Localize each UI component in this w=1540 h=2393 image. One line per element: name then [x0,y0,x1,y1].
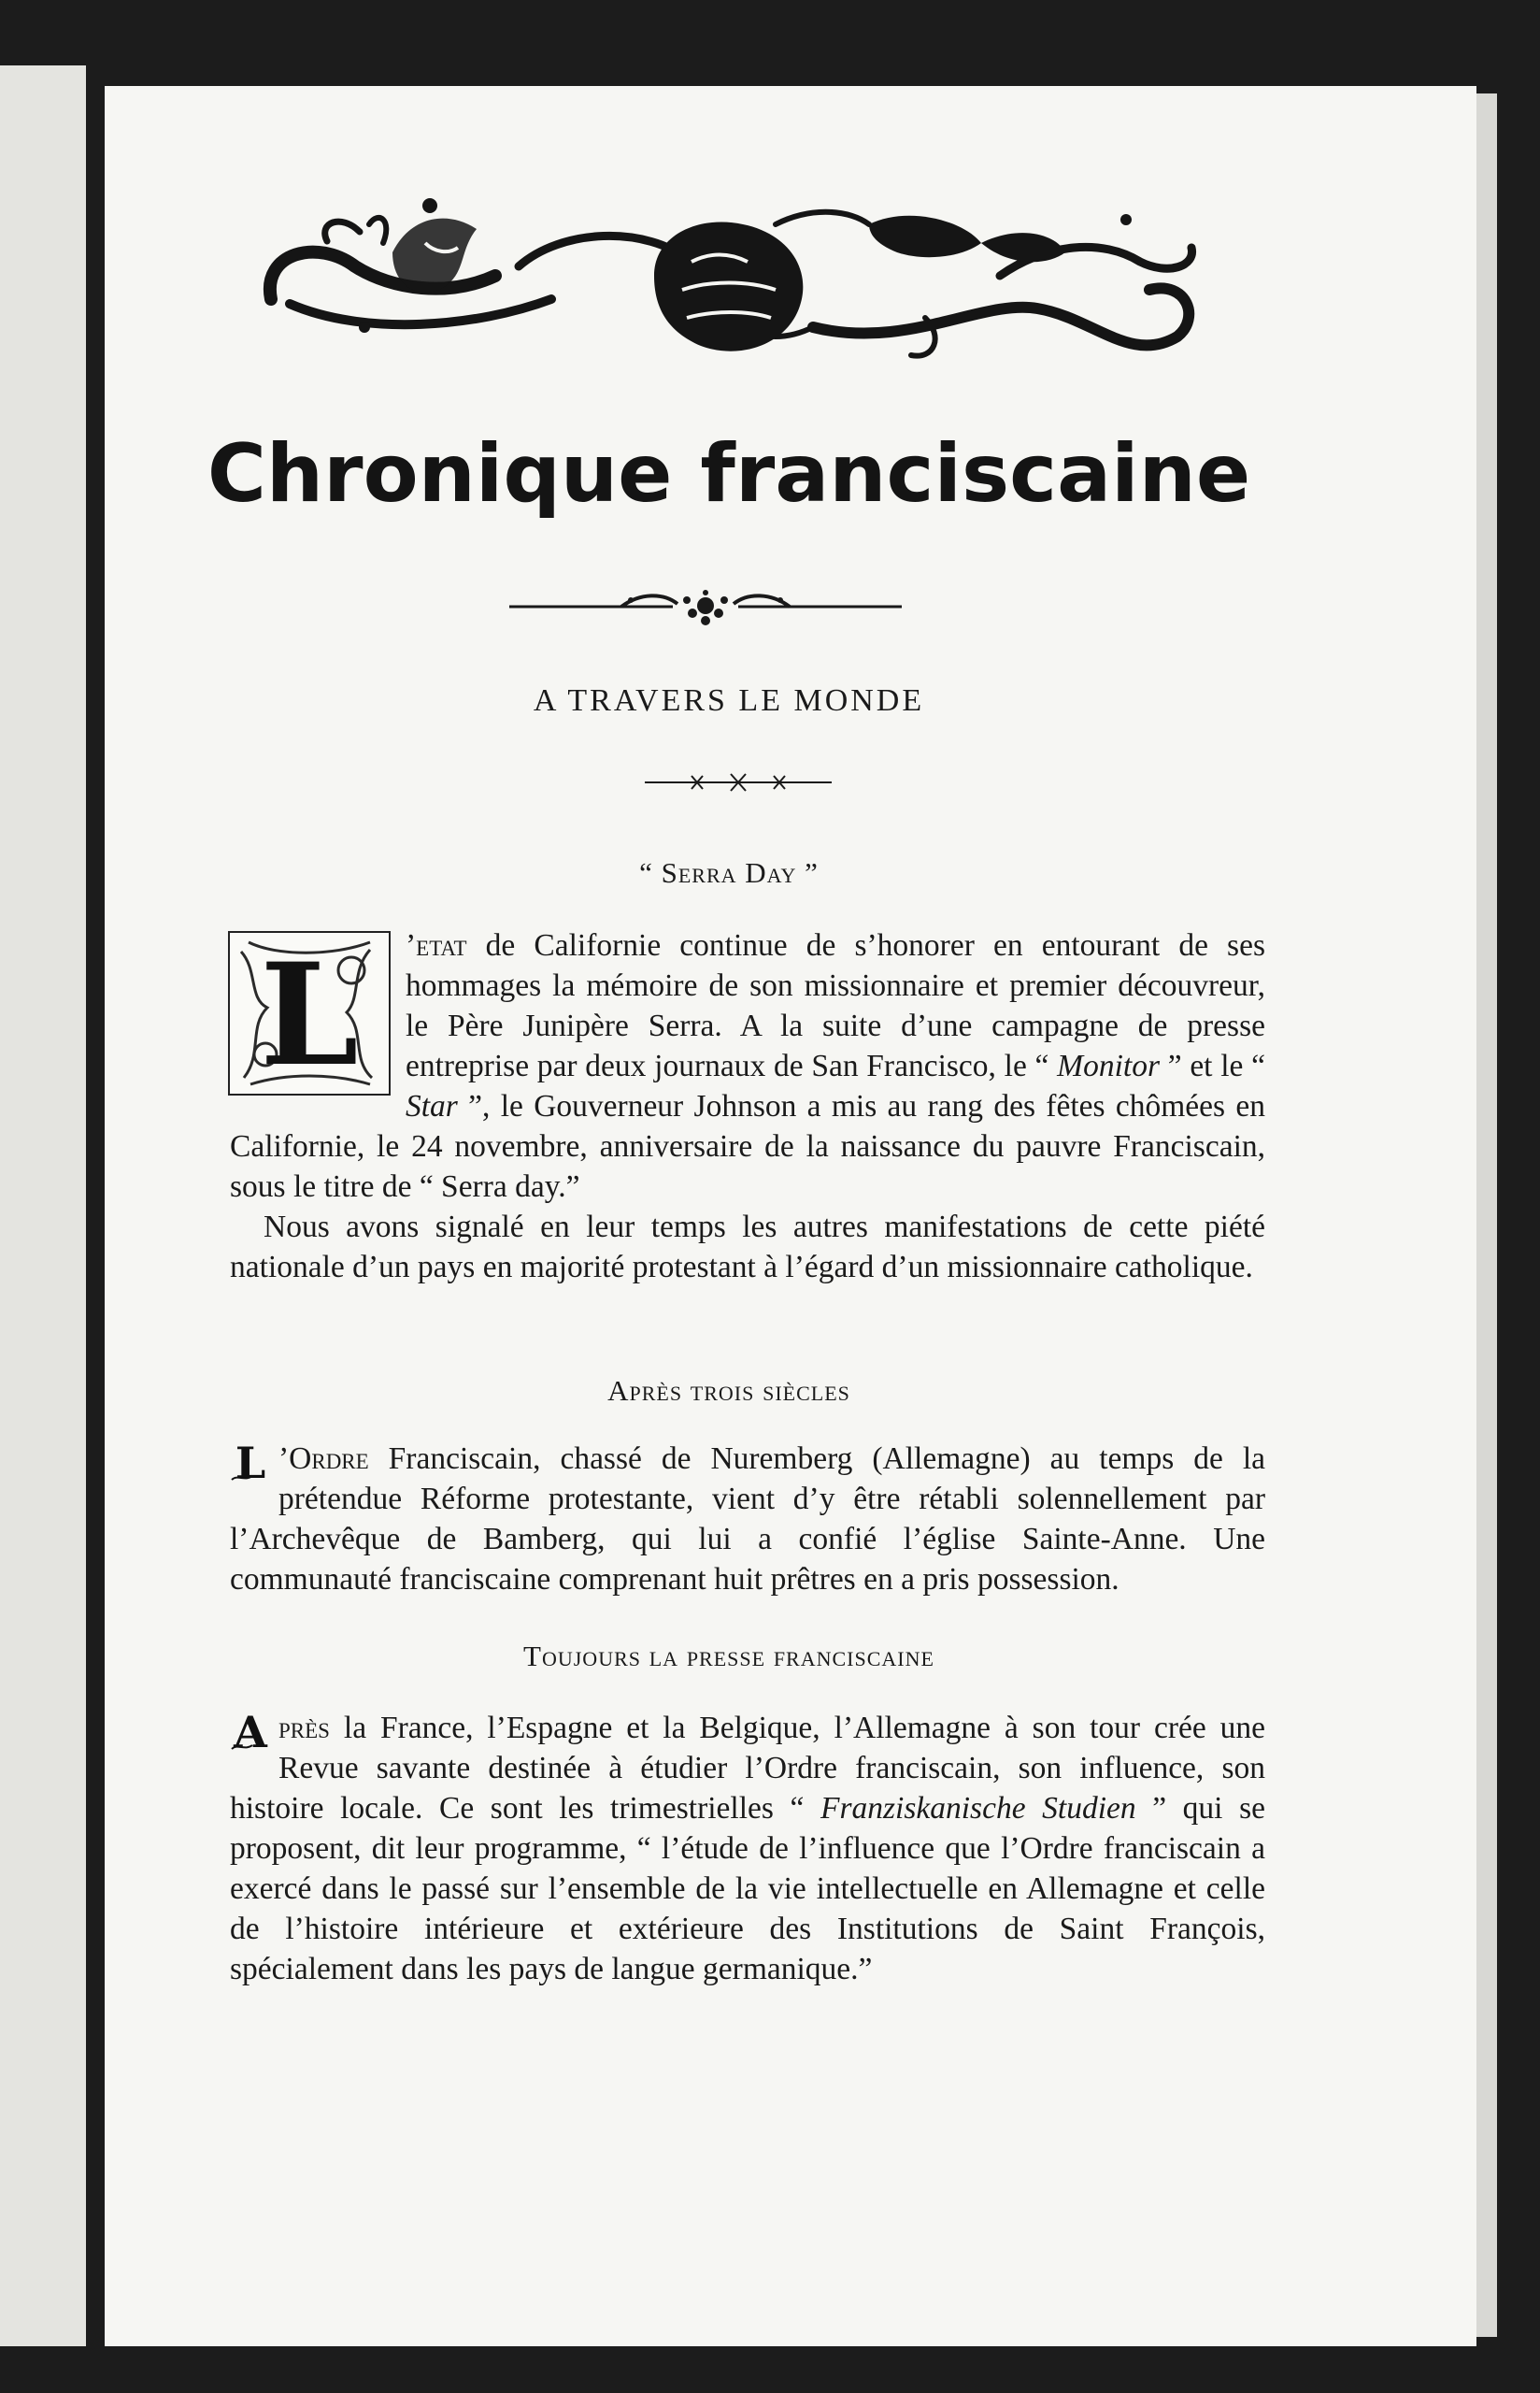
newspaper-star: Star [406,1089,458,1124]
divider-ornament-icon [509,581,902,638]
svg-text:A: A [234,1710,267,1753]
article-serra-paragraph-2: Nous avons signalé en leur temps les autres manifestations de cette piété nationale d’un pays en majorité protestant à l’égard d’un missionnaire catholique. [230,1210,1265,1284]
article-presse-lead: près [278,1711,330,1745]
left-page-edge [0,65,86,2346]
article-serra-text-b: ” et le “ [1159,1049,1266,1083]
article-presse [230,1708,1265,1989]
article-heading-apres: Après trois siècles [607,1374,850,1407]
article-serra-text-c: ”, le Gouverneur Johnson a mis au rang des fêtes chômées en Californie, le 24 novembre, anniversaire de la naissance du pauvre Franciscain, sous le titre de “ Serra day.” [230,1089,1265,1204]
article-serra-text-a: de Californie continue de s’honorer en entourant de ses hommages la mémoire de son missionnaire et premier découvreur, le Père Junipère Serra. A la suite d’une campagne de presse entreprise par deux journaux de San Francisco, le “ [406,928,1265,1083]
dropcap-a-small-icon [228,1710,273,1753]
article-apres-lead: ’Ordre [278,1441,369,1476]
small-divider-icon [645,768,832,796]
article-apres-text: Franciscain, chassé de Nuremberg (Allemagne) au temps de la prétendue Réforme protestante, vient d’y être rétabli solennellement par l’Archevêque de Bamberg, qui lui a confié l’église Sainte-Anne. Une communauté franciscaine comprenant huit prêtres en a pris possession. [230,1441,1265,1597]
article-presse-text-b: ” qui se proposent, dit leur programme, “ l’étude de l’influence que l’Ordre franciscain a exercé dans le passé sur l’ensemble de la vie intellectuelle en Allemagne et celle de l’histoire intérieure et extérieure des Institutions de Saint François, spécialement dans les pays de langue germanique.” [230,1791,1265,1986]
newspaper-monitor: Monitor [1057,1049,1160,1083]
article-heading-serra: “ Serra Day ” [639,856,819,889]
floral-ornament-icon [252,187,1205,369]
article-serra [230,925,1265,1287]
dropcap-l-small-icon [228,1440,273,1483]
journal-title: Franziskanische Studien [820,1791,1136,1826]
section-heading: A TRAVERS LE MONDE [533,683,925,718]
article-apres [230,1439,1265,1599]
article-heading-presse: Toujours la presse franciscaine [523,1640,934,1672]
page-right-edge [1476,93,1497,2337]
svg-text:L: L [260,933,359,1094]
page-title: Chronique franciscaine [207,427,1251,521]
dropcap-l-icon [228,931,391,1096]
svg-text:L: L [235,1440,266,1483]
article-presse-text-a: la France, l’Espagne et la Belgique, l’Allemagne à son tour crée une Revue savante destinée à étudier l’Ordre franciscain, son influence, son histoire locale. Ce sont les trimestrielles “ [230,1711,1265,1826]
article-serra-lead: ’etat [406,928,467,963]
